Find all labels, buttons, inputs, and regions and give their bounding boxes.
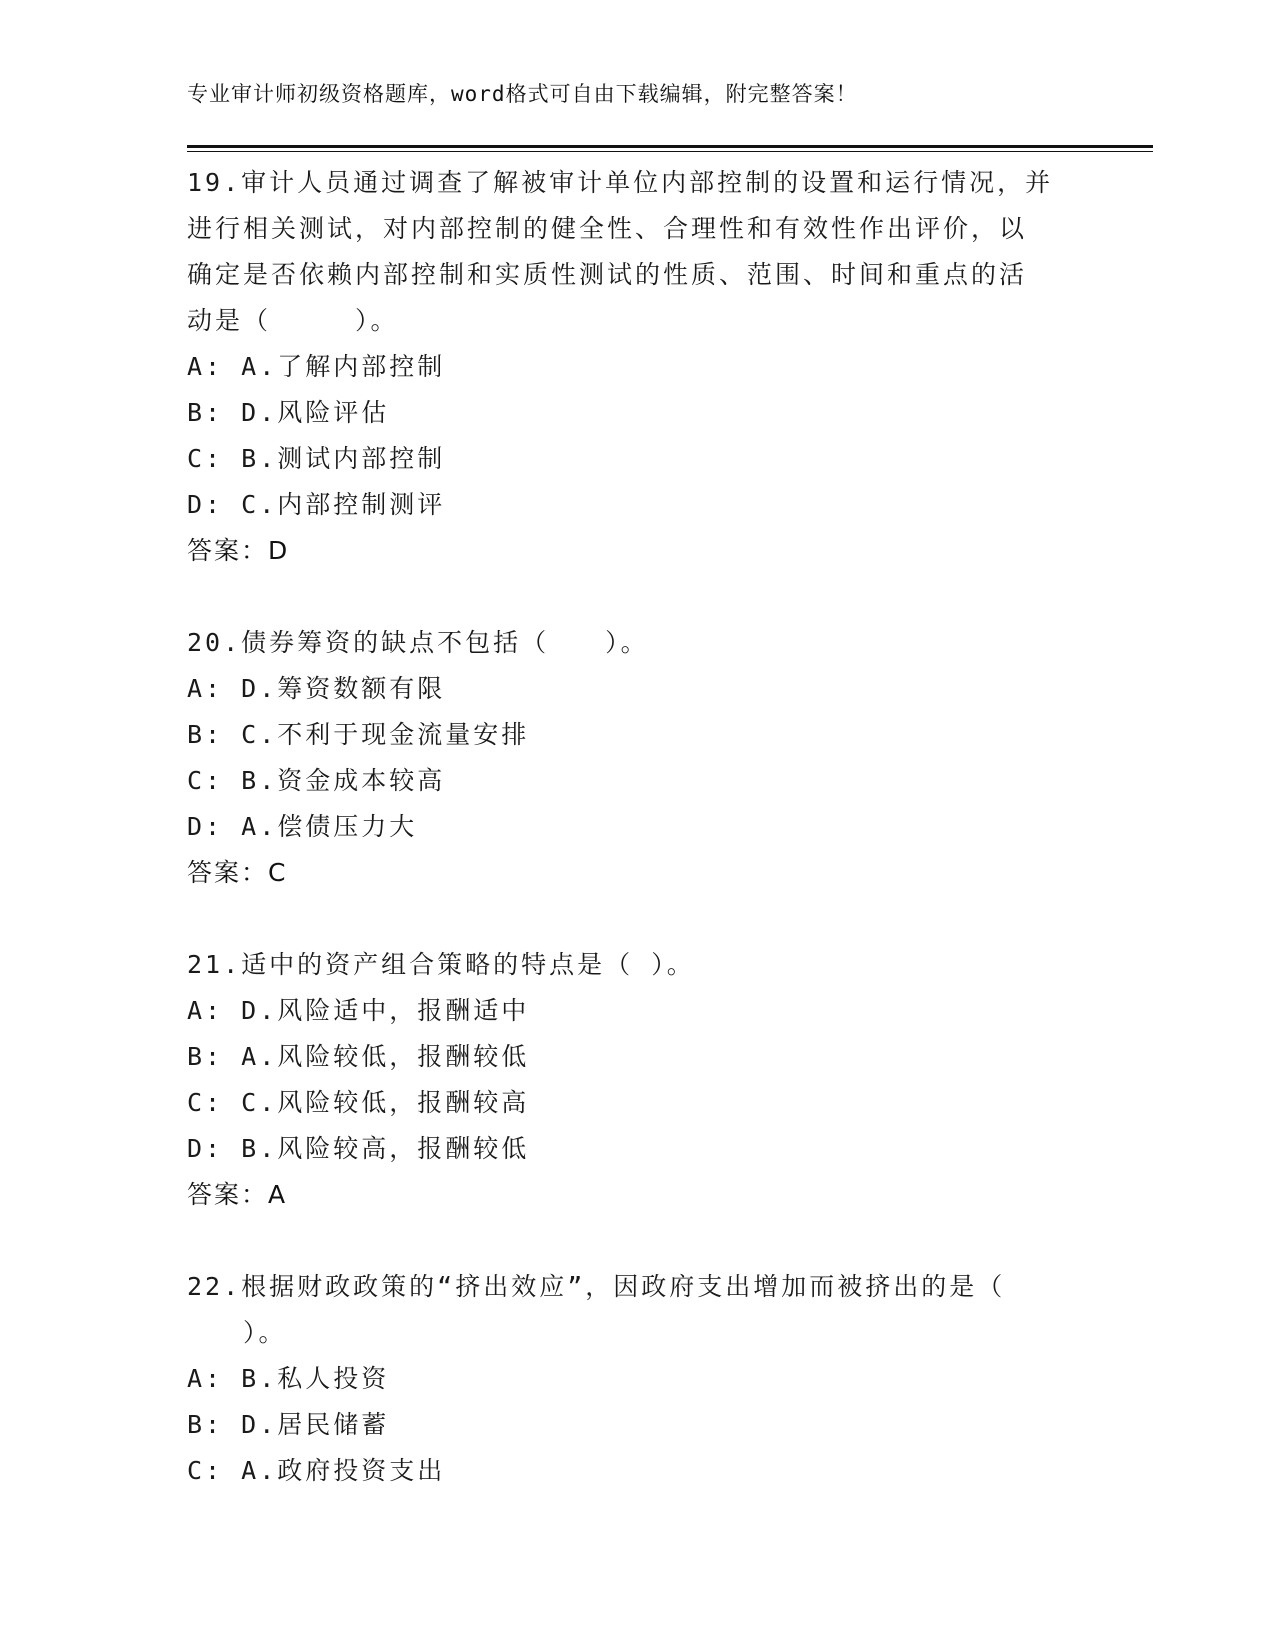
question-text-line: 20.债券筹资的缺点不包括（ ）。 xyxy=(187,628,649,657)
question-text-line: 21.适中的资产组合策略的特点是（ ）。 xyxy=(187,950,695,979)
option-a: A: D.筹资数额有限 xyxy=(187,674,446,703)
question-22 xyxy=(187,1264,1087,1494)
question-19 xyxy=(187,160,1087,574)
option-c: C: B.测试内部控制 xyxy=(187,444,446,473)
option-d: D: B.风险较高，报酬较低 xyxy=(187,1134,530,1163)
question-text-line: 19.审计人员通过调查了解被审计单位内部控制的设置和运行情况，并 xyxy=(187,168,1054,197)
option-c: C: B.资金成本较高 xyxy=(187,766,446,795)
header-rule-thin xyxy=(187,151,1153,152)
question-text-line: 动是（ ）。 xyxy=(187,306,399,335)
option-b: B: A.风险较低，报酬较低 xyxy=(187,1042,530,1071)
option-d: D: A.偿债压力大 xyxy=(187,812,418,841)
document-header: 专业审计师初级资格题库，word格式可自由下载编辑，附完整答案！ xyxy=(187,82,858,106)
option-c: C: C.风险较低，报酬较高 xyxy=(187,1088,530,1117)
answer-line: 答案：C xyxy=(187,858,288,887)
option-c: C: A.政府投资支出 xyxy=(187,1456,446,1485)
option-d: D: C.内部控制测评 xyxy=(187,490,446,519)
option-a: A: B.私人投资 xyxy=(187,1364,390,1393)
question-text-line: 确定是否依赖内部控制和实质性测试的性质、范围、时间和重点的活 xyxy=(187,260,1028,289)
question-text-line: 22.根据财政政策的“挤出效应”，因政府支出增加而被挤出的是（ xyxy=(187,1272,1006,1301)
question-21 xyxy=(187,942,1087,1218)
question-20 xyxy=(187,620,1087,896)
option-a: A: D.风险适中，报酬适中 xyxy=(187,996,530,1025)
option-a: A: A.了解内部控制 xyxy=(187,352,446,381)
option-b: B: D.居民储蓄 xyxy=(187,1410,390,1439)
question-text-line: ）。 xyxy=(187,1318,287,1347)
option-b: B: C.不利于现金流量安排 xyxy=(187,720,530,749)
header-rule-thick xyxy=(187,145,1153,148)
question-list xyxy=(187,160,1087,1540)
option-b: B: D.风险评估 xyxy=(187,398,390,427)
answer-line: 答案：A xyxy=(187,1180,288,1209)
answer-line: 答案：D xyxy=(187,536,290,565)
question-text-line: 进行相关测试，对内部控制的健全性、合理性和有效性作出评价，以 xyxy=(187,214,1028,243)
